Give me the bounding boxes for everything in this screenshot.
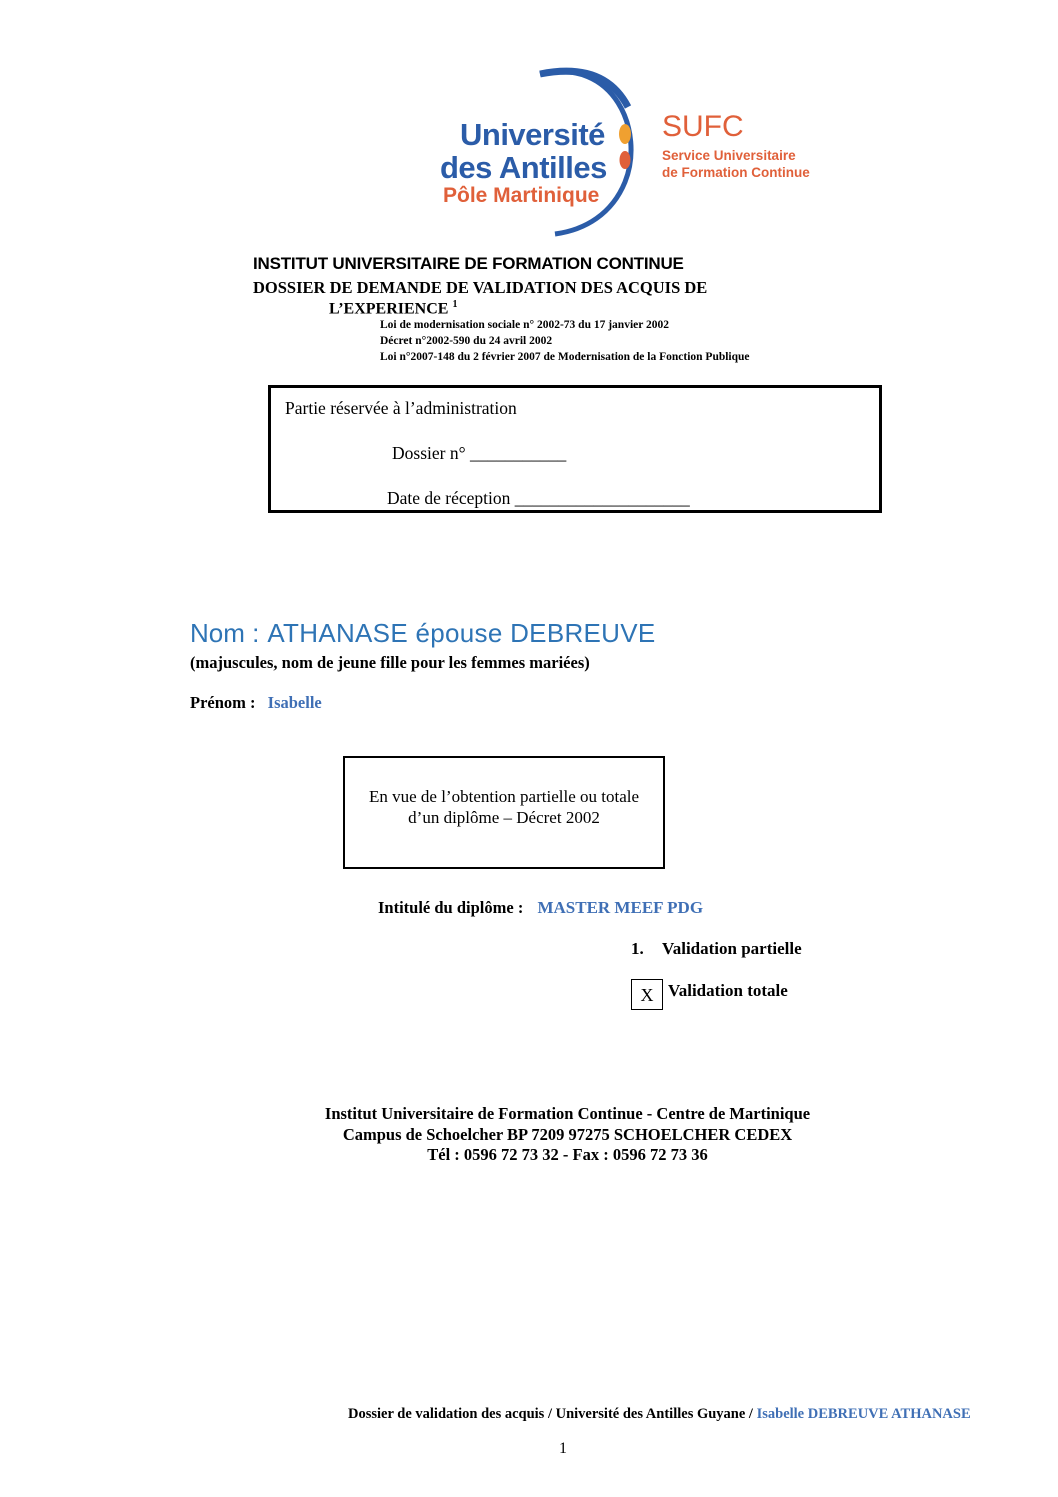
institute-title: INSTITUT UNIVERSITAIRE DE FORMATION CONTINUE bbox=[253, 254, 684, 273]
diploma-purpose-box bbox=[343, 756, 665, 869]
diploma-purpose-line2: d’un diplôme – Décret 2002 bbox=[408, 808, 600, 827]
law-reference: Loi de modernisation sociale n° 2002-73 du 17 janvier 2002 bbox=[380, 319, 670, 331]
total-validation-checkbox[interactable]: X bbox=[631, 979, 663, 1010]
address-line-2: Campus de Schoelcher BP 7209 97275 SCHOELCHER CEDEX bbox=[342, 1125, 793, 1144]
logo-text-pole: Pôle Martinique bbox=[443, 184, 600, 207]
dossier-number-field: Dossier n° ___________ bbox=[392, 443, 567, 463]
diploma-title-label: Intitulé du diplôme : bbox=[378, 898, 524, 917]
law-reference-2007: Loi n°2007-148 du 2 février 2007 de Modernisation de la Fonction Publique bbox=[380, 351, 750, 363]
page-number: 1 bbox=[559, 1440, 567, 1457]
diploma-purpose-line1: En vue de l’obtention partielle ou totale bbox=[368, 787, 640, 806]
name-hint: (majuscules, nom de jeune fille pour les femmes mariées) bbox=[190, 653, 590, 672]
option-partial-number: 1. bbox=[631, 939, 644, 958]
footer-name: Isabelle DEBREUVE ATHANASE bbox=[756, 1406, 971, 1422]
sufc-subtitle-1: Service Universitaire bbox=[662, 148, 796, 163]
dossier-title-line2: L’EXPERIENCE bbox=[329, 300, 449, 318]
footnote-mark: 1 bbox=[452, 299, 458, 310]
name-heading bbox=[190, 618, 656, 649]
university-logo bbox=[440, 62, 650, 240]
first-name-value: Isabelle bbox=[267, 693, 322, 712]
dossier-title: DOSSIER DE DEMANDE DE VALIDATION DES ACQUIS DE bbox=[253, 278, 708, 297]
admin-reserved-box bbox=[268, 385, 882, 513]
footer-text: Dossier de validation des acquis / Université des Antilles Guyane / bbox=[348, 1406, 753, 1422]
reception-date-field: Date de réception ____________________ bbox=[387, 488, 690, 508]
diploma-title-row bbox=[378, 898, 703, 918]
name-label: Nom : bbox=[190, 618, 260, 648]
option-partial bbox=[631, 939, 802, 959]
address-phone: Tél : 0596 72 73 32 - Fax : 0596 72 73 36 bbox=[427, 1145, 708, 1164]
decree-reference: Décret n°2002-590 du 24 avril 2002 bbox=[380, 335, 553, 347]
option-total-label: Validation totale bbox=[668, 981, 788, 1000]
diploma-title-value: MASTER MEEF PDG bbox=[537, 898, 704, 917]
page-footer bbox=[348, 1406, 971, 1423]
sufc-subtitle-2: de Formation Continue bbox=[662, 165, 810, 180]
address-line-1: Institut Universitaire de Formation Continue - Centre de Martinique bbox=[324, 1104, 811, 1123]
first-name-row bbox=[190, 693, 322, 713]
first-name-label: Prénom : bbox=[190, 693, 256, 712]
option-partial-label: Validation partielle bbox=[662, 939, 802, 958]
logo-text-universite: Université bbox=[460, 117, 605, 152]
sufc-title: SUFC bbox=[662, 110, 744, 143]
logo-text-antilles: des Antilles bbox=[440, 150, 607, 185]
sufc-logo bbox=[662, 112, 862, 181]
admin-box-title: Partie réservée à l’administration bbox=[285, 398, 517, 418]
name-value: ATHANASE épouse DEBREUVE bbox=[267, 618, 656, 648]
dossier-title-cont bbox=[329, 299, 457, 318]
